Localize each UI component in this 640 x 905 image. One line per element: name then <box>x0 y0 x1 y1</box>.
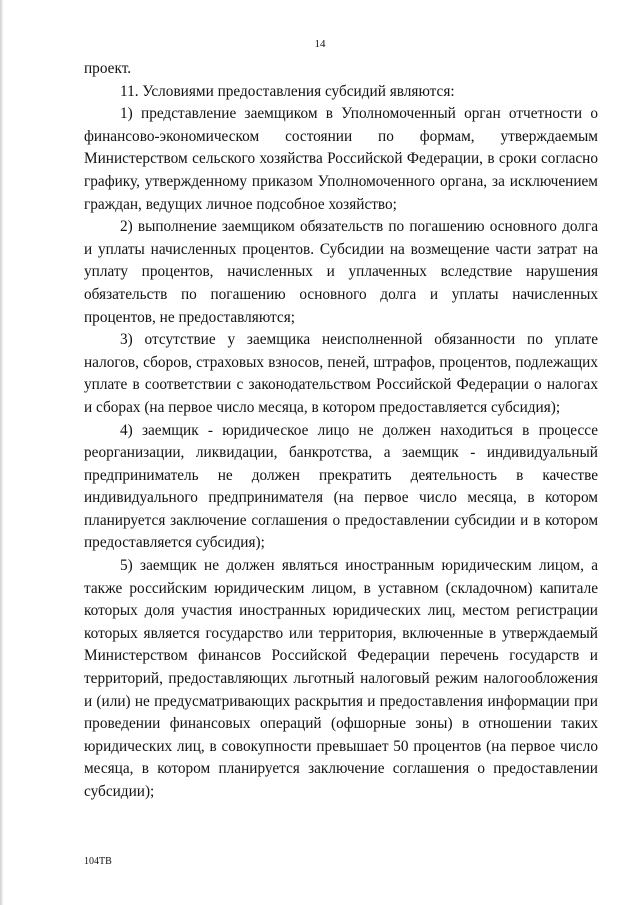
condition-item-5: 5) заемщик не должен являться иностранным юридическим лицом, а также российским юридическим лицом, в уставном (складочном) капитале которых доля участия иностранных юридических лиц, местом регистрации которых является государство или территория, включенные в утверждаемый Министерством финансов Российской Федерации перечень государств и территорий, предоставляющих льготный налоговый режим налогообложения и (или) не предусматривающих раскрытия и предоставления информации при проведении финансовых операций (офшорные зоны) в отношении таких юридических лиц, в совокупности превышает 50 процентов (на первое число месяца, в котором планируется заключение соглашения о предоставлении субсидии); <box>84 557 598 800</box>
footer-code: 104ТВ <box>84 856 112 867</box>
scan-edge <box>0 0 3 905</box>
page-number: 14 <box>314 38 326 50</box>
paragraph-continuation: проект. <box>84 60 132 77</box>
condition-item-2: 2) выполнение заемщиком обязательств по погашению основного долга и уплаты начисленных процентов. Субсидии на возмещение части затрат на уплату процентов, начисленных и уплаченных вследствие нарушения обязательств по погашению основного долга и уплаты начисленных процентов, не предоставляются; <box>84 218 598 326</box>
condition-item-4: 4) заемщик - юридическое лицо не должен находиться в процессе реорганизации, ликвидации, банкротства, а заемщик - индивидуальный предприниматель не должен прекратить деятельность в качестве индивидуального предпринимателя (на первое число месяца, в котором планируется заключение соглашения о предоставлении субсидии и в котором предоставляется субсидия); <box>84 421 598 552</box>
document-body <box>84 58 598 804</box>
condition-item-3: 3) отсутствие у заемщика неисполненной обязанности по уплате налогов, сборов, страховых взносов, пеней, штрафов, процентов, подлежащих уплате в соответствии с законодательством Российской Федерации о налогах и сборах (на первое число месяца, в котором предоставляется субсидия); <box>84 331 598 416</box>
condition-item-1: 1) представление заемщиком в Уполномоченный орган отчетности о финансово-экономическом состоянии по формам, утверждаемым Министерством сельского хозяйства Российской Федерации, в сроки согласно графику, утвержденному приказом Уполномоченного органа, за исключением граждан, ведущих личное подсобное хозяйство; <box>84 105 598 213</box>
section-heading-11: 11. Условиями предоставления субсидий являются: <box>120 82 455 100</box>
